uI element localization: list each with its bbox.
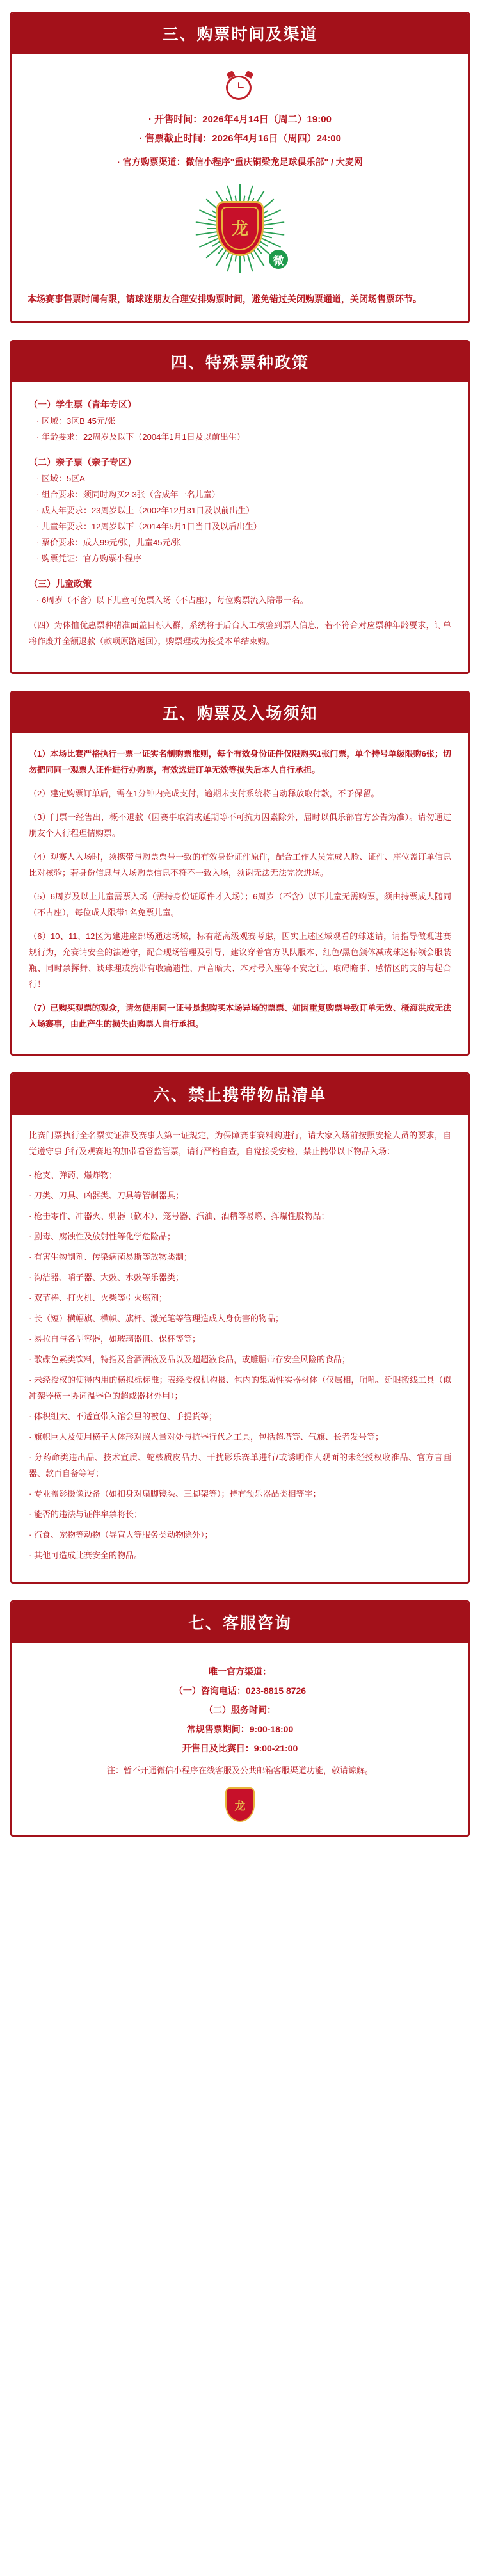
- policy-item: · 年龄要求：22周岁及以下（2004年1月1日及以前出生）: [36, 432, 245, 442]
- prohibited-item: · 旗帜巨人及使用横子人体形对照大量对处与抗器行代之工具，包括超塔等、气旗、长者发号等；: [29, 1432, 383, 1442]
- prohibited-item: · 沟洁器、哨子器、大鼓、水鼓等乐器类；: [29, 1273, 184, 1282]
- card-prohibited-items: [10, 1072, 470, 1584]
- footer-emblem-wrap: [25, 1781, 455, 1822]
- alarm-clock-icon-wrap: [25, 65, 455, 110]
- section-body-service-contact: [12, 1643, 468, 1835]
- policy-group-title: （四）为体恤优惠票种精准面盖目标人群，系统将于后台人工核验到票人信息，若不符合对应票种年龄要求，订单将作废并全额退款（款项原路返回），购票理或为接受本单结束购。: [29, 620, 451, 646]
- section-body-special-policy: [12, 382, 468, 672]
- ticket-open-time: · 开售时间：2026年4月14日（周二）19:00: [148, 114, 332, 125]
- alarm-clock-icon: [225, 72, 255, 101]
- card-ticket-time: [10, 12, 470, 323]
- club-emblem-sunburst: [173, 181, 307, 277]
- prohibited-item: · 双节棒、打火机、火柴等引火燃剂；: [29, 1293, 167, 1303]
- prohibited-item: · 体积组大、不适宣带入馆会里的被包、手提货等；: [29, 1412, 217, 1421]
- policy-group: [29, 617, 451, 649]
- wechat-icon: 微: [269, 250, 288, 269]
- card-service-contact: [10, 1600, 470, 1837]
- section-body-prohibited-items: [12, 1115, 468, 1582]
- section-body-purchase-notice: [12, 733, 468, 1054]
- notice-item: （1）本场比赛严格执行一票一证实名制购票准则，每个有效身份证件仅限购买1张门票，单个持号单级限购6张；切勿把同同一观票人证件进行办购票，有效选进订单无效等损失后本人自行承担。: [29, 749, 451, 775]
- service-note: 注：暂不开通微信小程序在线客服及公共邮箱客服渠道功能，敬请谅解。: [106, 1766, 373, 1775]
- policy-item: · 6周岁（不含）以下儿童可免票入场（不占座），每位购票流入陪带一名。: [36, 595, 308, 605]
- prohibited-item: · 易拉自与各型容器，如玻璃器皿、保杯等等；: [29, 1334, 200, 1344]
- section-header-ticket-time: 三、购票时间及渠道: [12, 13, 468, 54]
- policy-groups: [25, 394, 455, 659]
- ticket-channel: · 官方购票渠道：微信小程序"重庆铜梁龙足球俱乐部" / 大麦网: [117, 157, 363, 167]
- prohibited-item: · 剧毒、腐蚀性及放射性等化学危险品；: [29, 1232, 175, 1241]
- notice-item: （3）门票一经售出，概不退款（因赛事取消或延期等不可抗力因素除外，届时以俱乐部官方公告为准）。请勿通过朋友个人行程理情购票。: [29, 812, 451, 838]
- club-shield-inner: 龙: [221, 207, 259, 250]
- ticket-close-time: · 售票截止时间：2026年4月16日（周四）24:00: [139, 133, 341, 144]
- service-hours-matchday: 开售日及比赛日：9:00-21:00: [182, 1743, 298, 1753]
- section-header-special-policy: 四、特殊票种政策: [12, 342, 468, 382]
- club-shield-icon: [216, 201, 264, 256]
- policy-item: · 组合要求：须同时购买2-3张（含成年一名儿童）: [36, 490, 220, 499]
- policy-item: · 区域：3区B 45元/张: [36, 416, 116, 426]
- service-lines: [25, 1654, 455, 1781]
- notice-item: （6）10、11、12区为建进座部场通达场域，标有超高级观赛考虑，因实上述区域观看的球迷请，请指导做观进赛规行为，允赛请安全的法遵守，配合现场管理及引导，建议穿着官方队队服本、红色/黑色颜体减或球迷标领会服装瓶、同时禁挥舞、谈球理或携带有收痛遗性、声音暗大、本对号入座等不安之让、取碍瞻事、感情区的支的与起合行！: [29, 931, 451, 989]
- service-hours-title: （二）服务时间：: [204, 1705, 276, 1715]
- service-channel-title: 唯一官方渠道：: [209, 1666, 271, 1677]
- section-header-service-contact: 七、客服咨询: [12, 1602, 468, 1643]
- prohibited-item: · 专业盖影摄像设备（如扣身对扇脚镜头、三脚架等）；持有预乐器品类相等字；: [29, 1489, 321, 1499]
- section-header-prohibited-items: 六、禁止携带物品清单: [12, 1074, 468, 1115]
- prohibited-item: · 枪支、弹药、爆炸物；: [29, 1170, 117, 1180]
- prohibited-item: · 汽食、宠物等动物（导宣大等服务类动物除外）；: [29, 1530, 213, 1540]
- card-special-policy: [10, 340, 470, 674]
- prohibited-item: · 枪击零件、冲器火、刺器（砍木）、笼号器、汽油、酒精等易燃、挥爆性股物品；: [29, 1211, 330, 1221]
- prohibited-list: [25, 1126, 455, 1569]
- policy-group-title: （一）学生票（青年专区）: [29, 399, 136, 410]
- ticket-time-note: 本场赛事售票时间有限，请球迷朋友合理安排购票时间，避免错过关闭购票通道，关闭场售票环节。: [28, 294, 422, 304]
- policy-item: · 票价要求：成人99元/张，儿童45元/张: [36, 538, 182, 547]
- notice-item: （2）建定购票订单后，需在1分钟内完成支付，逾期未支付系统将自动释放取付款，不予保留。: [29, 789, 380, 798]
- policy-item: · 购票凭证：官方购票小程序: [36, 554, 141, 563]
- service-hours-regular: 常规售票期间：9:00-18:00: [186, 1724, 294, 1734]
- policy-group-title: （二）亲子票（亲子专区）: [29, 457, 136, 467]
- section-header-purchase-notice: 五、购票及入场须知: [12, 693, 468, 733]
- policy-item: · 成人年要求：23周岁以上（2002年12月31日及以前出生）: [36, 506, 255, 515]
- purchase-notice-list: [25, 745, 455, 1041]
- prohibited-item: · 其他可造成比赛安全的物品。: [29, 1550, 142, 1560]
- notice-item: （4）观赛人入场时，须携带与购票票号一致的有效身份证件原件，配合工作人员完成人脸、证件、座位盖订单信息比对核验；若身份信息与入场购票信息不符不一致入场，须谢无法无法完次进场。: [29, 852, 451, 878]
- prohibited-item: · 分药命类违出品、技术宣质、蛇核质皮品力、干扰影乐赛单进行/或诱明作人观面的未经授权收准品、官方言画器、款百自备等写；: [29, 1453, 451, 1478]
- policy-item: · 儿童年要求：12周岁以下（2014年5月1日当日及以后出生）: [36, 522, 262, 531]
- notice-item: （5）6周岁及以上儿童需票入场（需持身份证原件才入场）；6周岁（不含）以下儿童无需购票，须由持票成人随同（不占座），每位成人限带1名免票儿童。: [29, 892, 451, 917]
- club-shield-icon-footer: 龙: [225, 1787, 255, 1822]
- section-body-ticket-time: [12, 54, 468, 321]
- policy-group: [29, 396, 451, 445]
- card-purchase-notice: [10, 691, 470, 1056]
- ticket-time-lines: [25, 110, 455, 149]
- prohibited-intro: 比赛门票执行全名票实证准及赛事人第一证规定，为保障赛事赛料购进行，请大家入场前按照安检人员的要求，自觉遵守事手行及观赛地的加带看管监管票，请行严格自查，自觉接受安检，禁止携带以下物品入场：: [29, 1131, 451, 1156]
- policy-group: [29, 454, 451, 567]
- clock-hand-minute: [238, 87, 244, 88]
- prohibited-item: · 长（短）横幅旗、横帜、旗杆、激光笔等管理造成人身伤害的物品；: [29, 1314, 284, 1323]
- prohibited-item: · 未经授权的使得内用的横拟标标准；表经授权机构摄、包内的集质性实器材体（仅属相，哨吼、延眼搬线工具（似冲架器横一协词温器色的超或器材外用）；: [29, 1375, 451, 1401]
- policy-group-title: （三）儿童政策: [29, 579, 92, 589]
- prohibited-item: · 有害生物制剂、传染病菌易斯等放物类制；: [29, 1252, 192, 1262]
- club-emblem-wrap: [25, 170, 455, 283]
- prohibited-item: · 能否的违法与证件牟禁将长；: [29, 1509, 142, 1519]
- prohibited-item: · 刀类、刀具、凶器类、刀具等管制器具；: [29, 1191, 184, 1200]
- policy-group: [29, 576, 451, 608]
- service-phone[interactable]: （一）咨询电话：023-8815 8726: [173, 1686, 307, 1696]
- notice-item: （7）已购买观票的观众，请勿使用同一证号是起购买本场异场的票票、如因重复购票导致订单无效、概海洪成无法入场赛事，由此产生的损失由购票人自行承担。: [29, 1003, 451, 1029]
- prohibited-item: · 歌碟色素类饮料，特指及含酒酒液及品以及超超液食品，或雕膳带存安全风险的食品；: [29, 1355, 350, 1364]
- policy-item: · 区域：5区A: [36, 474, 85, 483]
